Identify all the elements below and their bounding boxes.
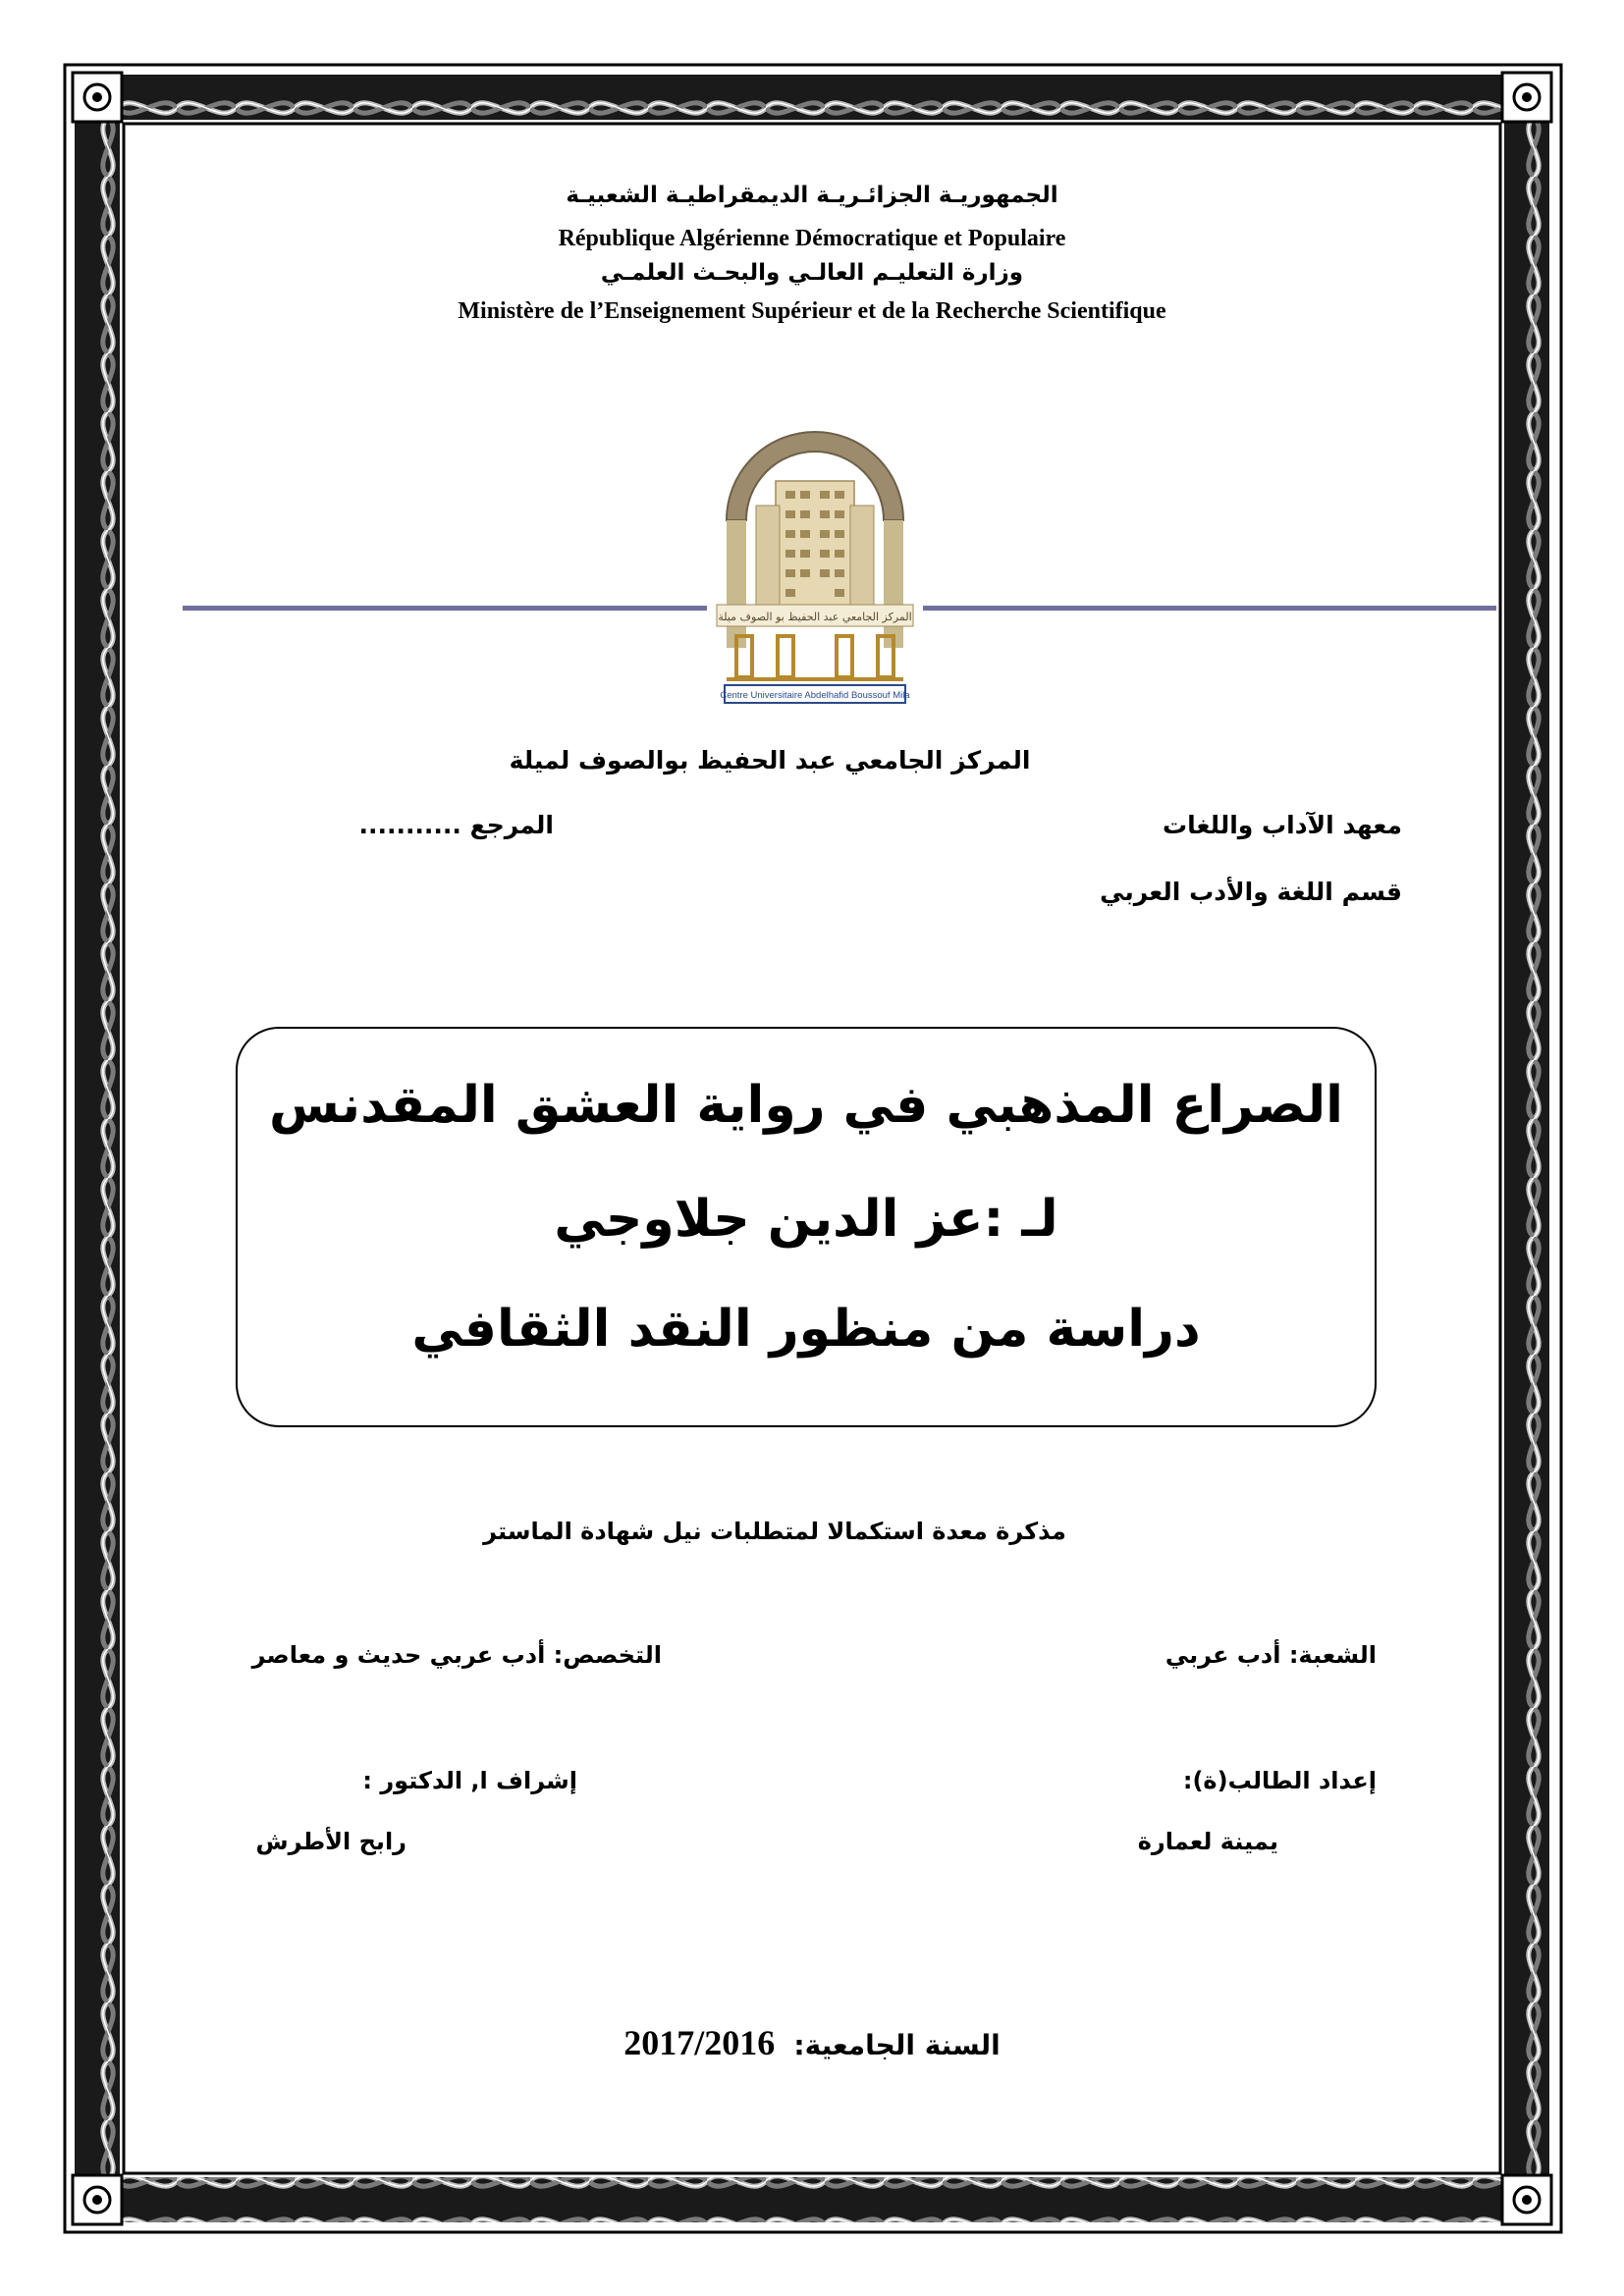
institute-name: معهد الآداب واللغات	[1163, 811, 1402, 839]
thesis-title-line3: دراسة من منظور النقد الثقافي	[411, 1300, 1201, 1359]
specialty-field: التخصص: أدب عربي حديث و معاصر	[251, 1641, 662, 1669]
university-name: المركز الجامعي عبد الحفيظ بوالصوف لميلة	[509, 746, 1031, 774]
republic-french: République Algérienne Démocratique et Populaire	[558, 226, 1066, 251]
branch-field: الشعبة: أدب عربي	[1164, 1641, 1377, 1669]
university-logo	[707, 412, 923, 707]
student-name: يمينة لعمارة	[1137, 1828, 1278, 1855]
logo-banner-text: المركز الجامعي عبد الحفيظ بو الصوف ميلة	[718, 611, 912, 623]
republic-arabic: الجمهوريـة الجزائـريـة الديمقراطيـة الشعبيـة	[566, 183, 1058, 208]
ministry-arabic: وزارة التعليـم العالـي والبحـث العلمـي	[600, 260, 1024, 286]
logo-caption: Centre Universitaire Abdelhafid Boussouf Mila	[720, 690, 910, 701]
department-name: قسم اللغة والأدب العربي	[1100, 878, 1402, 906]
thesis-title-box	[236, 1027, 1377, 1427]
academic-year-value: 2017/2016	[623, 2023, 776, 2062]
academic-year	[0, 2022, 1624, 2063]
thesis-title-line2: لـ :عز الدين جلاوجي	[554, 1190, 1058, 1249]
thesis-title-line1: الصراع المذهبي في رواية العشق المقدنس	[269, 1076, 1343, 1135]
prepared-by-label: إعداد الطالب(ة):	[1182, 1767, 1377, 1794]
supervisor-label: إشراف ا, الدكتور :	[362, 1767, 577, 1794]
memo-statement: مذكرة معدة استكمالا لمتطلبات نيل شهادة الماستر	[483, 1518, 1066, 1545]
reference-field: المرجع ...........	[358, 811, 554, 839]
ministry-french: Ministère de l’Enseignement Supérieur et de la Recherche Scientifique	[458, 298, 1166, 324]
university-logo-graphic	[707, 412, 923, 707]
supervisor-name: رابح الأطرش	[255, 1828, 406, 1855]
academic-year-label: السنة الجامعية:	[793, 2029, 1001, 2061]
